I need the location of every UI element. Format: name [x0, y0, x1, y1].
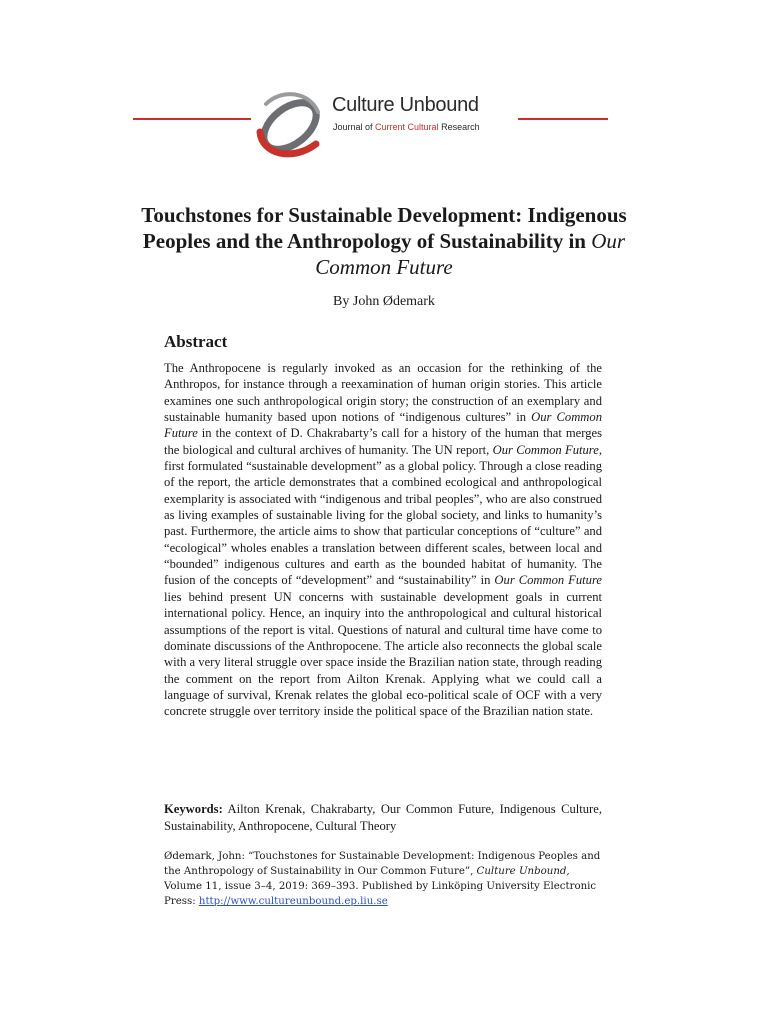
journal-subtitle: Journal of Current Cultural Research	[333, 122, 480, 132]
keywords-label: Keywords:	[164, 802, 223, 816]
citation: Ødemark, John: “Touchstones for Sustainable Development: Indigenous Peoples and the Anthropology of Sustainability in Our Common Future”, Culture Unbound, Volume 11, issue 3–4, 2019: 369–393. Published by Linköping University Electronic Press: http://www.cultureunbound.ep.liu.se	[164, 851, 601, 907]
journal-logo-icon	[252, 82, 332, 164]
journal-link[interactable]: http://www.cultureunbound.ep.liu.se	[198, 896, 388, 907]
journal-header	[0, 78, 768, 168]
keywords-list: Ailton Krenak, Chakrabarty, Our Common Future, Indigenous Culture, Sustainability, Anthropocene, Cultural Theory	[164, 802, 602, 833]
header-rule-left	[133, 118, 251, 120]
keywords	[164, 801, 602, 835]
abstract-text: The Anthropocene is regularly invoked as an occasion for the rethinking of the Anthropos, for instance through a reexamination of human origin stories. This article examines one such anthropological origin story; the construction of an exemplary and sustainable humanity based upon notions of “indigenous cultures” in Our Common Future in the context of D. Chakrabarty’s call for a history of the human that merges the biological and cultural archives of humanity. The UN report, Our Common Future, first formulated “sustainable development” as a global policy. Through a close reading of the report, the article demonstrates that a combined ecological and anthropological exemplarity is associated with “indigenous and tribal peoples”, who are also construed as living examples of sustainable living for the global society, and links to humanity’s past. Furthermore, the article aims to show that particular conceptions of “culture” and “ecological” wholes enables a translation between different scales, between local and “bounded” indigenous cultures and earth as the bounded habitat of humanity. The fusion of the concepts of “development” and “sustainability” in Our Common Future lies behind present UN concerns with sustainable development goals in current international policy. Hence, an inquiry into the anthropological and cultural historical assumptions of the report is vital. Questions of natural and cultural time have come to dominate discussions of the Anthropocene. The article also reconnects the global scale with a very literal struggle over space inside the Brazilian nation state, through reading the comment on the report from Ailton Krenak. Applying what we could call a language of survival, Krenak relates the global eco-political scale of OCF with a very concrete struggle over territory inside the political space of the Brazilian nation state.	[164, 361, 602, 719]
article-title: Touchstones for Sustainable Development: Indigenous Peoples and the Anthropology of Sustainability in Our Common Future	[141, 203, 627, 279]
author-byline: By John Ødemark	[333, 294, 435, 309]
header-rule-right	[518, 118, 608, 120]
journal-name: Culture Unbound	[332, 94, 479, 116]
abstract-heading: Abstract	[164, 332, 228, 351]
